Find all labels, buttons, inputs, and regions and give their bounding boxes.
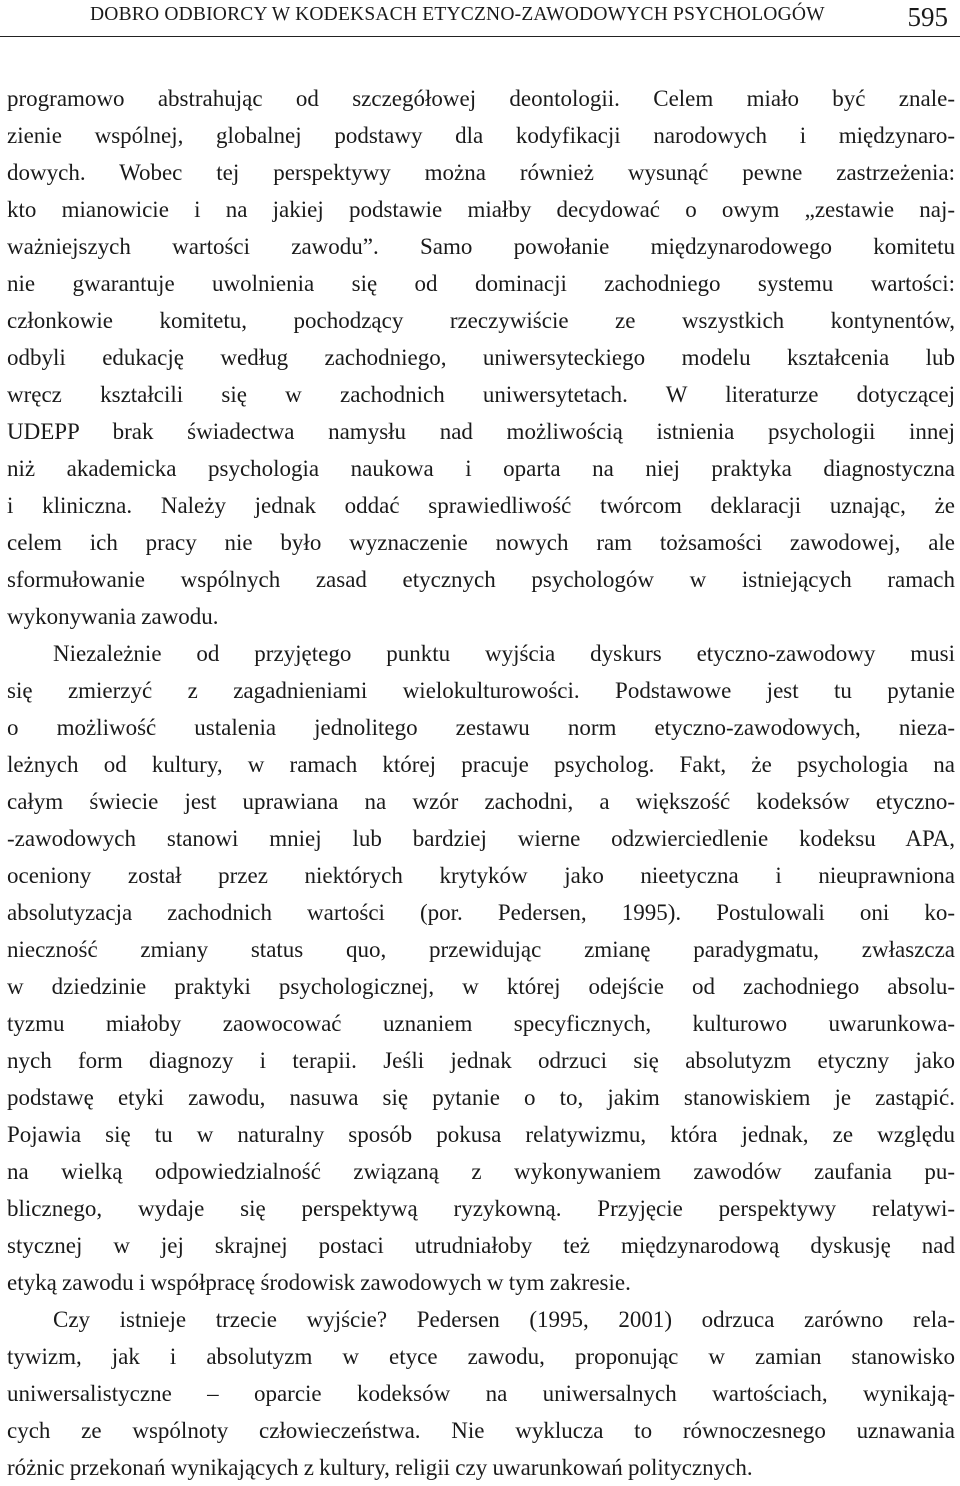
text-line: kto mianowicie i na jakiej podstawie miałby decydować o owym „zestawie naj- xyxy=(7,197,955,222)
text-line: stycznej w jej skrajnej postaci utrudniałoby też międzynarodową dyskusję nad xyxy=(7,1233,955,1258)
text-line: UDEPP brak świadectwa namysłu nad możliwością istnienia psychologii innej xyxy=(7,419,955,444)
text-line: nieczność zmiany status quo, przewidując zmianę paradygmatu, zwłaszcza xyxy=(7,937,955,962)
text-line: dowych. Wobec tej perspektywy można również wysunąć pewne zastrzeżenia: xyxy=(7,160,955,185)
text-line: celem ich pracy nie było wyznaczenie nowych ram tożsamości zawodowej, ale xyxy=(7,530,955,555)
text-line: wykonywania zawodu. xyxy=(7,604,219,629)
paragraph xyxy=(7,80,955,635)
page-number: 595 xyxy=(907,2,948,32)
text-line: podstawę etyki zawodu, nasuwa się pytanie o to, jakim stanowiskiem je zastąpić. xyxy=(7,1085,955,1110)
text-line: nych form diagnozy i terapii. Jeśli jednak odrzuci się absolutyzm etyczny jako xyxy=(7,1048,955,1073)
text-line: niż akademicka psychologia naukowa i oparta na niej praktyka diagnostyczna xyxy=(7,456,955,481)
body-text xyxy=(7,80,955,1486)
text-line: etyką zawodu i współpracę środowisk zawodowych w tym zakresie. xyxy=(7,1270,631,1295)
text-line: na wielką odpowiedzialność związaną z wykonywaniem zawodów zaufania pu- xyxy=(7,1159,955,1184)
text-line: ważniejszych wartości zawodu”. Samo powołanie międzynarodowego komitetu xyxy=(7,234,955,259)
text-line: Niezależnie od przyjętego punktu wyjścia dyskurs etyczno-zawodowy musi xyxy=(53,641,955,666)
paragraph xyxy=(7,635,955,1301)
text-line: leżnych od kultury, w ramach której pracuje psycholog. Fakt, że psychologia na xyxy=(7,752,955,777)
text-line: o możliwość ustalenia jednolitego zestawu norm etyczno-zawodowych, nieza- xyxy=(7,715,955,740)
text-line: cych ze wspólnoty człowieczeństwa. Nie wyklucza to równoczesnego uznawania xyxy=(7,1418,955,1443)
text-line: absolutyzacja zachodnich wartości (por. Pedersen, 1995). Postulowali oni ko- xyxy=(7,900,955,925)
text-line: zienie wspólnej, globalnej podstawy dla kodyfikacji narodowych i międzynaro- xyxy=(7,123,955,148)
text-line: wręcz kształcili się w zachodnich uniwersytetach. W literaturze dotyczącej xyxy=(7,382,955,407)
text-line: uniwersalistyczne – oparcie kodeksów na uniwersalnych wartościach, wynikają- xyxy=(7,1381,955,1406)
text-line: i kliniczna. Należy jednak oddać sprawiedliwość twórcom deklaracji uznając, że xyxy=(7,493,955,518)
text-line: całym świecie jest uprawiana na wzór zachodni, a większość kodeksów etyczno- xyxy=(7,789,955,814)
text-line: oceniony został przez niektórych krytyków jako nieetyczna i nieuprawniona xyxy=(7,863,955,888)
text-line: członkowie komitetu, pochodzący rzeczywiście ze wszystkich kontynentów, xyxy=(7,308,955,333)
text-line: sformułowanie wspólnych zasad etycznych psychologów w istniejących ramach xyxy=(7,567,955,592)
text-line: różnic przekonań wynikających z kultury, religii czy uwarunkowań politycznych. xyxy=(7,1455,753,1480)
text-line: tyzmu miałoby zaowocować uznaniem specyficznych, kulturowo uwarunkowa- xyxy=(7,1011,955,1036)
text-line: w dziedzinie praktyki psychologicznej, w której odejście od zachodniego absolu- xyxy=(7,974,955,999)
text-line: Pojawia się tu w naturalny sposób pokusa relatywizmu, która jednak, ze względu xyxy=(7,1122,955,1147)
text-line: -zawodowych stanowi mniej lub bardziej wierne odzwierciedlenie kodeksu APA, xyxy=(7,826,955,851)
text-line: Czy istnieje trzecie wyjście? Pedersen (1995, 2001) odrzuca zarówno rela- xyxy=(53,1307,955,1332)
paragraph xyxy=(7,1301,955,1486)
text-line: blicznego, wydaje się perspektywą ryzykowną. Przyjęcie perspektywy relatywi- xyxy=(7,1196,955,1221)
text-line: programowo abstrahując od szczegółowej deontologii. Celem miało być znale- xyxy=(7,86,955,111)
running-header-title: DOBRO ODBIORCY W KODEKSACH ETYCZNO-ZAWODOWYCH PSYCHOLOGÓW xyxy=(90,4,825,25)
text-line: odbyli edukację według zachodniego, uniwersyteckiego modelu kształcenia lub xyxy=(7,345,955,370)
text-line: nie gwarantuje uwolnienia się od dominacji zachodniego systemu wartości: xyxy=(7,271,955,296)
running-header xyxy=(0,0,960,37)
text-line: się zmierzyć z zagadnieniami wielokulturowości. Podstawowe jest tu pytanie xyxy=(7,678,955,703)
text-line: tywizm, jak i absolutyzm w etyce zawodu, proponując w zamian stanowisko xyxy=(7,1344,955,1369)
